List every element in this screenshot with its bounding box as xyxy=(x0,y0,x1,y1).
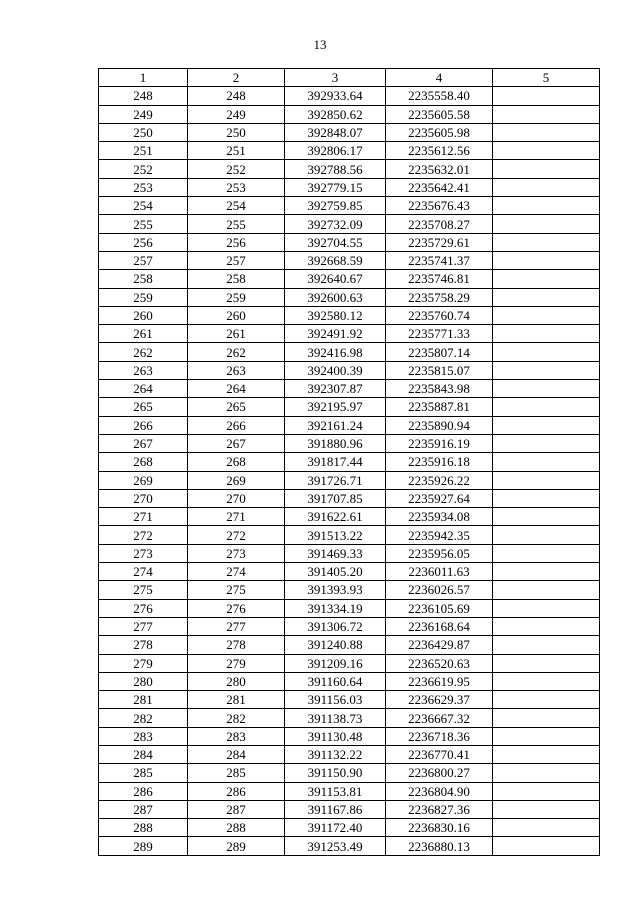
note-cell xyxy=(493,636,600,654)
y-coordinate-cell: 2235807.14 xyxy=(386,343,493,361)
point-id-cell: 268 xyxy=(188,453,285,471)
point-id-cell: 273 xyxy=(188,544,285,562)
note-cell xyxy=(493,416,600,434)
point-id-cell: 266 xyxy=(188,416,285,434)
table-row xyxy=(99,544,600,562)
point-id-cell: 265 xyxy=(188,398,285,416)
point-number-cell: 258 xyxy=(99,270,188,288)
x-coordinate-cell: 392161.24 xyxy=(285,416,386,434)
table-row xyxy=(99,142,600,160)
point-number-cell: 278 xyxy=(99,636,188,654)
y-coordinate-cell: 2236667.32 xyxy=(386,709,493,727)
point-number-cell: 289 xyxy=(99,837,188,855)
note-cell xyxy=(493,178,600,196)
y-coordinate-cell: 2235956.05 xyxy=(386,544,493,562)
point-id-cell: 269 xyxy=(188,471,285,489)
x-coordinate-cell: 391726.71 xyxy=(285,471,386,489)
note-cell xyxy=(493,270,600,288)
note-cell xyxy=(493,87,600,105)
point-number-cell: 271 xyxy=(99,508,188,526)
point-id-cell: 288 xyxy=(188,819,285,837)
table-row xyxy=(99,654,600,672)
point-id-cell: 272 xyxy=(188,526,285,544)
point-number-cell: 287 xyxy=(99,800,188,818)
header-row xyxy=(99,69,600,87)
page-number: 13 xyxy=(313,37,327,52)
note-cell xyxy=(493,288,600,306)
note-cell xyxy=(493,160,600,178)
point-id-cell: 285 xyxy=(188,764,285,782)
y-coordinate-cell: 2235605.58 xyxy=(386,105,493,123)
x-coordinate-cell: 392416.98 xyxy=(285,343,386,361)
point-id-cell: 284 xyxy=(188,745,285,763)
note-cell xyxy=(493,691,600,709)
y-coordinate-cell: 2235741.37 xyxy=(386,251,493,269)
x-coordinate-cell: 392580.12 xyxy=(285,306,386,324)
note-cell xyxy=(493,508,600,526)
point-id-cell: 254 xyxy=(188,197,285,215)
x-coordinate-cell: 392668.59 xyxy=(285,251,386,269)
table-row xyxy=(99,745,600,763)
y-coordinate-cell: 2235916.19 xyxy=(386,434,493,452)
y-coordinate-cell: 2235942.35 xyxy=(386,526,493,544)
y-coordinate-cell: 2236105.69 xyxy=(386,599,493,617)
note-cell xyxy=(493,306,600,324)
note-cell xyxy=(493,489,600,507)
point-number-cell: 260 xyxy=(99,306,188,324)
point-number-cell: 261 xyxy=(99,325,188,343)
table-row xyxy=(99,800,600,818)
table-row xyxy=(99,288,600,306)
point-number-cell: 286 xyxy=(99,782,188,800)
y-coordinate-cell: 2235916.18 xyxy=(386,453,493,471)
table-row xyxy=(99,782,600,800)
point-number-cell: 265 xyxy=(99,398,188,416)
table-row xyxy=(99,709,600,727)
y-coordinate-cell: 2236718.36 xyxy=(386,727,493,745)
point-id-cell: 252 xyxy=(188,160,285,178)
table-row xyxy=(99,87,600,105)
point-number-cell: 274 xyxy=(99,563,188,581)
point-number-cell: 262 xyxy=(99,343,188,361)
table-row xyxy=(99,380,600,398)
table-row xyxy=(99,489,600,507)
x-coordinate-cell: 391622.61 xyxy=(285,508,386,526)
table-row xyxy=(99,563,600,581)
y-coordinate-cell: 2236011.63 xyxy=(386,563,493,581)
note-cell xyxy=(493,142,600,160)
x-coordinate-cell: 391334.19 xyxy=(285,599,386,617)
table-row xyxy=(99,526,600,544)
x-coordinate-cell: 391240.88 xyxy=(285,636,386,654)
y-coordinate-cell: 2236770.41 xyxy=(386,745,493,763)
table-row xyxy=(99,306,600,324)
point-number-cell: 268 xyxy=(99,453,188,471)
table-row xyxy=(99,636,600,654)
table-row xyxy=(99,361,600,379)
table-row xyxy=(99,197,600,215)
note-cell xyxy=(493,380,600,398)
point-number-cell: 288 xyxy=(99,819,188,837)
x-coordinate-cell: 392640.67 xyxy=(285,270,386,288)
column-header-2: 2 xyxy=(188,69,285,87)
note-cell xyxy=(493,233,600,251)
point-id-cell: 289 xyxy=(188,837,285,855)
point-id-cell: 277 xyxy=(188,617,285,635)
x-coordinate-cell: 391253.49 xyxy=(285,837,386,855)
note-cell xyxy=(493,526,600,544)
y-coordinate-cell: 2235632.01 xyxy=(386,160,493,178)
x-coordinate-cell: 391156.03 xyxy=(285,691,386,709)
y-coordinate-cell: 2235760.74 xyxy=(386,306,493,324)
x-coordinate-cell: 392600.63 xyxy=(285,288,386,306)
y-coordinate-cell: 2235708.27 xyxy=(386,215,493,233)
table-row xyxy=(99,105,600,123)
point-id-cell: 280 xyxy=(188,672,285,690)
point-id-cell: 258 xyxy=(188,270,285,288)
point-id-cell: 260 xyxy=(188,306,285,324)
y-coordinate-cell: 2236429.87 xyxy=(386,636,493,654)
table-row xyxy=(99,727,600,745)
point-number-cell: 280 xyxy=(99,672,188,690)
point-id-cell: 257 xyxy=(188,251,285,269)
point-id-cell: 267 xyxy=(188,434,285,452)
point-id-cell: 276 xyxy=(188,599,285,617)
y-coordinate-cell: 2236827.36 xyxy=(386,800,493,818)
table-row xyxy=(99,453,600,471)
x-coordinate-cell: 392400.39 xyxy=(285,361,386,379)
table-row xyxy=(99,325,600,343)
column-header-4: 4 xyxy=(386,69,493,87)
point-number-cell: 282 xyxy=(99,709,188,727)
table-row xyxy=(99,398,600,416)
y-coordinate-cell: 2235771.33 xyxy=(386,325,493,343)
table-row xyxy=(99,178,600,196)
point-id-cell: 263 xyxy=(188,361,285,379)
table-row xyxy=(99,270,600,288)
point-number-cell: 285 xyxy=(99,764,188,782)
note-cell xyxy=(493,709,600,727)
note-cell xyxy=(493,343,600,361)
point-number-cell: 275 xyxy=(99,581,188,599)
point-id-cell: 251 xyxy=(188,142,285,160)
x-coordinate-cell: 391132.22 xyxy=(285,745,386,763)
note-cell xyxy=(493,123,600,141)
point-id-cell: 275 xyxy=(188,581,285,599)
point-number-cell: 249 xyxy=(99,105,188,123)
table-row xyxy=(99,434,600,452)
x-coordinate-cell: 391405.20 xyxy=(285,563,386,581)
point-id-cell: 255 xyxy=(188,215,285,233)
y-coordinate-cell: 2236880.13 xyxy=(386,837,493,855)
table-row xyxy=(99,764,600,782)
coordinates-table xyxy=(98,68,600,856)
note-cell xyxy=(493,819,600,837)
point-number-cell: 273 xyxy=(99,544,188,562)
point-id-cell: 270 xyxy=(188,489,285,507)
column-header-5: 5 xyxy=(493,69,600,87)
y-coordinate-cell: 2235934.08 xyxy=(386,508,493,526)
point-number-cell: 252 xyxy=(99,160,188,178)
note-cell xyxy=(493,800,600,818)
x-coordinate-cell: 391172.40 xyxy=(285,819,386,837)
x-coordinate-cell: 391153.81 xyxy=(285,782,386,800)
note-cell xyxy=(493,599,600,617)
x-coordinate-cell: 391513.22 xyxy=(285,526,386,544)
note-cell xyxy=(493,672,600,690)
y-coordinate-cell: 2235676.43 xyxy=(386,197,493,215)
x-coordinate-cell: 392732.09 xyxy=(285,215,386,233)
y-coordinate-cell: 2236830.16 xyxy=(386,819,493,837)
table-row xyxy=(99,416,600,434)
table-row xyxy=(99,343,600,361)
point-number-cell: 269 xyxy=(99,471,188,489)
x-coordinate-cell: 391160.64 xyxy=(285,672,386,690)
point-number-cell: 267 xyxy=(99,434,188,452)
point-id-cell: 256 xyxy=(188,233,285,251)
table-row xyxy=(99,691,600,709)
x-coordinate-cell: 392806.17 xyxy=(285,142,386,160)
point-id-cell: 286 xyxy=(188,782,285,800)
point-id-cell: 248 xyxy=(188,87,285,105)
note-cell xyxy=(493,581,600,599)
point-number-cell: 257 xyxy=(99,251,188,269)
y-coordinate-cell: 2235558.40 xyxy=(386,87,493,105)
point-number-cell: 250 xyxy=(99,123,188,141)
point-id-cell: 282 xyxy=(188,709,285,727)
point-id-cell: 281 xyxy=(188,691,285,709)
point-id-cell: 261 xyxy=(188,325,285,343)
table-row xyxy=(99,508,600,526)
point-number-cell: 253 xyxy=(99,178,188,196)
y-coordinate-cell: 2236804.90 xyxy=(386,782,493,800)
x-coordinate-cell: 391130.48 xyxy=(285,727,386,745)
point-number-cell: 283 xyxy=(99,727,188,745)
note-cell xyxy=(493,251,600,269)
column-header-3: 3 xyxy=(285,69,386,87)
point-number-cell: 259 xyxy=(99,288,188,306)
note-cell xyxy=(493,837,600,855)
y-coordinate-cell: 2235887.81 xyxy=(386,398,493,416)
table-row xyxy=(99,160,600,178)
point-number-cell: 248 xyxy=(99,87,188,105)
y-coordinate-cell: 2235758.29 xyxy=(386,288,493,306)
table-row xyxy=(99,819,600,837)
x-coordinate-cell: 392788.56 xyxy=(285,160,386,178)
point-id-cell: 249 xyxy=(188,105,285,123)
point-id-cell: 253 xyxy=(188,178,285,196)
note-cell xyxy=(493,398,600,416)
table-row xyxy=(99,837,600,855)
note-cell xyxy=(493,471,600,489)
note-cell xyxy=(493,434,600,452)
table-row xyxy=(99,672,600,690)
x-coordinate-cell: 391393.93 xyxy=(285,581,386,599)
x-coordinate-cell: 391707.85 xyxy=(285,489,386,507)
point-number-cell: 266 xyxy=(99,416,188,434)
point-number-cell: 279 xyxy=(99,654,188,672)
x-coordinate-cell: 392307.87 xyxy=(285,380,386,398)
x-coordinate-cell: 392759.85 xyxy=(285,197,386,215)
note-cell xyxy=(493,215,600,233)
y-coordinate-cell: 2236520.63 xyxy=(386,654,493,672)
note-cell xyxy=(493,453,600,471)
table-row xyxy=(99,233,600,251)
y-coordinate-cell: 2235927.64 xyxy=(386,489,493,507)
table-row xyxy=(99,251,600,269)
y-coordinate-cell: 2236619.95 xyxy=(386,672,493,690)
y-coordinate-cell: 2235926.22 xyxy=(386,471,493,489)
point-number-cell: 270 xyxy=(99,489,188,507)
table-row xyxy=(99,617,600,635)
y-coordinate-cell: 2236026.57 xyxy=(386,581,493,599)
x-coordinate-cell: 392704.55 xyxy=(285,233,386,251)
table-row xyxy=(99,599,600,617)
point-number-cell: 281 xyxy=(99,691,188,709)
x-coordinate-cell: 391469.33 xyxy=(285,544,386,562)
table-row xyxy=(99,471,600,489)
point-id-cell: 287 xyxy=(188,800,285,818)
point-id-cell: 262 xyxy=(188,343,285,361)
y-coordinate-cell: 2235612.56 xyxy=(386,142,493,160)
point-number-cell: 284 xyxy=(99,745,188,763)
x-coordinate-cell: 391817.44 xyxy=(285,453,386,471)
x-coordinate-cell: 391209.16 xyxy=(285,654,386,672)
x-coordinate-cell: 391150.90 xyxy=(285,764,386,782)
x-coordinate-cell: 392850.62 xyxy=(285,105,386,123)
y-coordinate-cell: 2235815.07 xyxy=(386,361,493,379)
note-cell xyxy=(493,544,600,562)
y-coordinate-cell: 2236629.37 xyxy=(386,691,493,709)
x-coordinate-cell: 392195.97 xyxy=(285,398,386,416)
x-coordinate-cell: 392779.15 xyxy=(285,178,386,196)
note-cell xyxy=(493,105,600,123)
x-coordinate-cell: 391880.96 xyxy=(285,434,386,452)
y-coordinate-cell: 2235746.81 xyxy=(386,270,493,288)
x-coordinate-cell: 392933.64 xyxy=(285,87,386,105)
y-coordinate-cell: 2236800.27 xyxy=(386,764,493,782)
y-coordinate-cell: 2235843.98 xyxy=(386,380,493,398)
x-coordinate-cell: 391167.86 xyxy=(285,800,386,818)
note-cell xyxy=(493,745,600,763)
note-cell xyxy=(493,617,600,635)
y-coordinate-cell: 2236168.64 xyxy=(386,617,493,635)
column-header-1: 1 xyxy=(99,69,188,87)
x-coordinate-cell: 391306.72 xyxy=(285,617,386,635)
point-id-cell: 250 xyxy=(188,123,285,141)
x-coordinate-cell: 391138.73 xyxy=(285,709,386,727)
point-number-cell: 264 xyxy=(99,380,188,398)
point-id-cell: 274 xyxy=(188,563,285,581)
note-cell xyxy=(493,197,600,215)
point-number-cell: 263 xyxy=(99,361,188,379)
note-cell xyxy=(493,361,600,379)
point-number-cell: 256 xyxy=(99,233,188,251)
note-cell xyxy=(493,563,600,581)
point-id-cell: 264 xyxy=(188,380,285,398)
point-number-cell: 277 xyxy=(99,617,188,635)
point-id-cell: 271 xyxy=(188,508,285,526)
note-cell xyxy=(493,654,600,672)
point-id-cell: 283 xyxy=(188,727,285,745)
point-number-cell: 276 xyxy=(99,599,188,617)
point-number-cell: 272 xyxy=(99,526,188,544)
point-id-cell: 279 xyxy=(188,654,285,672)
point-id-cell: 259 xyxy=(188,288,285,306)
y-coordinate-cell: 2235890.94 xyxy=(386,416,493,434)
point-number-cell: 251 xyxy=(99,142,188,160)
table-row xyxy=(99,581,600,599)
table-row xyxy=(99,215,600,233)
note-cell xyxy=(493,764,600,782)
note-cell xyxy=(493,325,600,343)
table-body xyxy=(99,87,600,855)
note-cell xyxy=(493,727,600,745)
table-row xyxy=(99,123,600,141)
table-header xyxy=(99,69,600,87)
y-coordinate-cell: 2235605.98 xyxy=(386,123,493,141)
x-coordinate-cell: 392491.92 xyxy=(285,325,386,343)
x-coordinate-cell: 392848.07 xyxy=(285,123,386,141)
y-coordinate-cell: 2235642.41 xyxy=(386,178,493,196)
point-number-cell: 254 xyxy=(99,197,188,215)
point-number-cell: 255 xyxy=(99,215,188,233)
point-id-cell: 278 xyxy=(188,636,285,654)
note-cell xyxy=(493,782,600,800)
y-coordinate-cell: 2235729.61 xyxy=(386,233,493,251)
